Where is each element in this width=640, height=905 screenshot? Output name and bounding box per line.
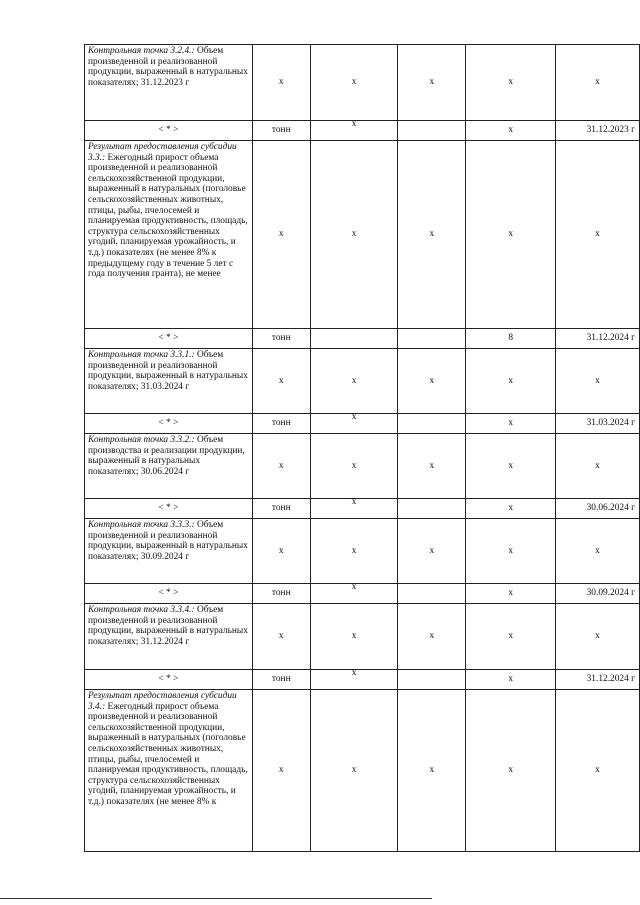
date-cell: х <box>556 141 640 329</box>
row-text: Объем произведенной и реализованной продукции, выраженный в натуральных показателях; 31.12.2024 г <box>88 605 248 647</box>
unit-cell: х <box>252 141 310 329</box>
unit-cell: тонн <box>252 499 310 519</box>
row-text: Объем произведенной и реализованной продукции, выраженный в натуральных показателях; 31.12.2023 г <box>88 46 248 88</box>
value-cell <box>310 121 398 141</box>
table-row <box>85 604 640 670</box>
date-cell: х <box>556 690 640 852</box>
value-cell: х <box>466 434 556 499</box>
table-row <box>85 499 640 519</box>
table-row <box>85 690 640 852</box>
value-cell: х <box>466 604 556 670</box>
table-row <box>85 434 640 499</box>
date-cell: 31.03.2024 г <box>556 414 640 434</box>
row-description <box>85 519 253 584</box>
value-cell <box>398 670 466 690</box>
row-text: Ежегодный прирост объема произведенной и реализованной сельскохозяйственной продукции, выраженный в натуральных (поголовье сельскохозяйственных животных, птицы, рыбы, пчелосемей и планируемая продуктивность, площадь, структура сельскохозяйственных угодий, планируемая урожайность, и т.д.) показателях (не менее 8% к предыдущему году в течение 5 лет с года получения гранта), не менее <box>88 152 248 280</box>
value-cell <box>398 121 466 141</box>
value-mark: х <box>351 412 357 423</box>
value-cell <box>310 584 398 604</box>
unit-cell: тонн <box>252 414 310 434</box>
row-label: Результат предоставления субсидии 3.4.: <box>88 691 237 712</box>
row-description <box>85 141 253 329</box>
row-text: Объем произведенной и реализованной продукции, выраженный в натуральных показателях; 31.03.2024 г <box>88 350 248 392</box>
row-label: Контрольная точка 3.3.4.: <box>88 605 195 615</box>
table-row <box>85 349 640 414</box>
unit-cell: х <box>252 45 310 121</box>
table-row <box>85 670 640 690</box>
value-cell: х <box>466 670 556 690</box>
value-cell: х <box>466 349 556 414</box>
value-cell <box>310 670 398 690</box>
value-cell: х <box>466 584 556 604</box>
unit-cell: тонн <box>252 670 310 690</box>
value-cell: х <box>310 604 398 670</box>
value-cell: х <box>398 349 466 414</box>
value-cell <box>398 329 466 349</box>
footnote-divider <box>0 898 432 899</box>
value-cell: х <box>310 141 398 329</box>
value-cell: х <box>466 414 556 434</box>
unit-cell: тонн <box>252 121 310 141</box>
row-label: Контрольная точка 3.3.1.: <box>88 350 195 360</box>
row-label: Контрольная точка 3.2.4.: <box>88 46 195 56</box>
date-cell: х <box>556 349 640 414</box>
table-row <box>85 121 640 141</box>
row-label: Контрольная точка 3.3.2.: <box>88 435 195 445</box>
row-description <box>85 604 253 670</box>
value-cell: х <box>398 604 466 670</box>
value-cell: х <box>466 141 556 329</box>
value-cell: х <box>398 519 466 584</box>
row-text: Объем производства и реализации продукции, выраженный в натуральных показателях; 30.06.2024 г <box>88 435 245 477</box>
unit-cell: тонн <box>252 584 310 604</box>
value-cell: х <box>398 434 466 499</box>
date-cell: х <box>556 434 640 499</box>
value-cell: х <box>466 499 556 519</box>
value-cell <box>310 329 398 349</box>
row-label: Контрольная точка 3.3.3.: <box>88 520 195 530</box>
value-mark: х <box>351 582 357 593</box>
unit-cell: х <box>252 604 310 670</box>
value-cell: х <box>466 45 556 121</box>
row-text: Объем произведенной и реализованной продукции, выраженный в натуральных показателях; 30.09.2024 г <box>88 520 248 562</box>
unit-cell: х <box>252 690 310 852</box>
date-cell: х <box>556 519 640 584</box>
date-cell: 31.12.2024 г <box>556 329 640 349</box>
table-row <box>85 519 640 584</box>
row-marker: < * > <box>85 499 253 519</box>
table-row <box>85 329 640 349</box>
value-mark: х <box>351 119 357 130</box>
value-cell <box>398 414 466 434</box>
value-mark: х <box>351 497 357 508</box>
row-marker: < * > <box>85 121 253 141</box>
value-cell <box>398 499 466 519</box>
date-cell: 31.12.2024 г <box>556 670 640 690</box>
row-marker: < * > <box>85 414 253 434</box>
unit-cell: х <box>252 434 310 499</box>
value-cell <box>310 499 398 519</box>
table-row <box>85 584 640 604</box>
unit-cell: х <box>252 519 310 584</box>
date-cell: 30.06.2024 г <box>556 499 640 519</box>
row-description <box>85 45 253 121</box>
table-row <box>85 141 640 329</box>
value-cell: х <box>310 349 398 414</box>
row-text: Ежегодный прирост объема произведенной и реализованной сельскохозяйственной продукции, выраженный в натуральных (поголовье сельскохозяйственных животных, птицы, рыбы, пчелосемей и планируемая продуктивность, площадь, структура сельскохозяйственных угодий, планируемая урожайность, и т.д.) показателях (не менее 8% к <box>88 701 248 807</box>
row-marker: < * > <box>85 584 253 604</box>
value-cell: х <box>310 519 398 584</box>
unit-cell: тонн <box>252 329 310 349</box>
value-cell: х <box>466 690 556 852</box>
unit-cell: х <box>252 349 310 414</box>
date-cell: х <box>556 45 640 121</box>
value-cell: х <box>398 141 466 329</box>
value-mark: х <box>351 668 357 679</box>
date-cell: 31.12.2023 г <box>556 121 640 141</box>
row-description <box>85 349 253 414</box>
row-marker: < * > <box>85 670 253 690</box>
row-description <box>85 690 253 852</box>
value-cell <box>398 584 466 604</box>
value-cell: х <box>310 434 398 499</box>
value-cell: х <box>398 45 466 121</box>
value-cell: х <box>310 45 398 121</box>
value-cell: х <box>466 519 556 584</box>
value-cell: х <box>398 690 466 852</box>
table-row <box>85 414 640 434</box>
table-row <box>85 45 640 121</box>
value-cell: 8 <box>466 329 556 349</box>
date-cell: 30.09.2024 г <box>556 584 640 604</box>
row-description <box>85 434 253 499</box>
results-table <box>84 44 640 852</box>
value-cell <box>310 414 398 434</box>
value-cell: х <box>466 121 556 141</box>
value-cell: х <box>310 690 398 852</box>
date-cell: х <box>556 604 640 670</box>
row-label: Результат предоставления субсидии 3.3.: <box>88 142 237 163</box>
row-marker: < * > <box>85 329 253 349</box>
